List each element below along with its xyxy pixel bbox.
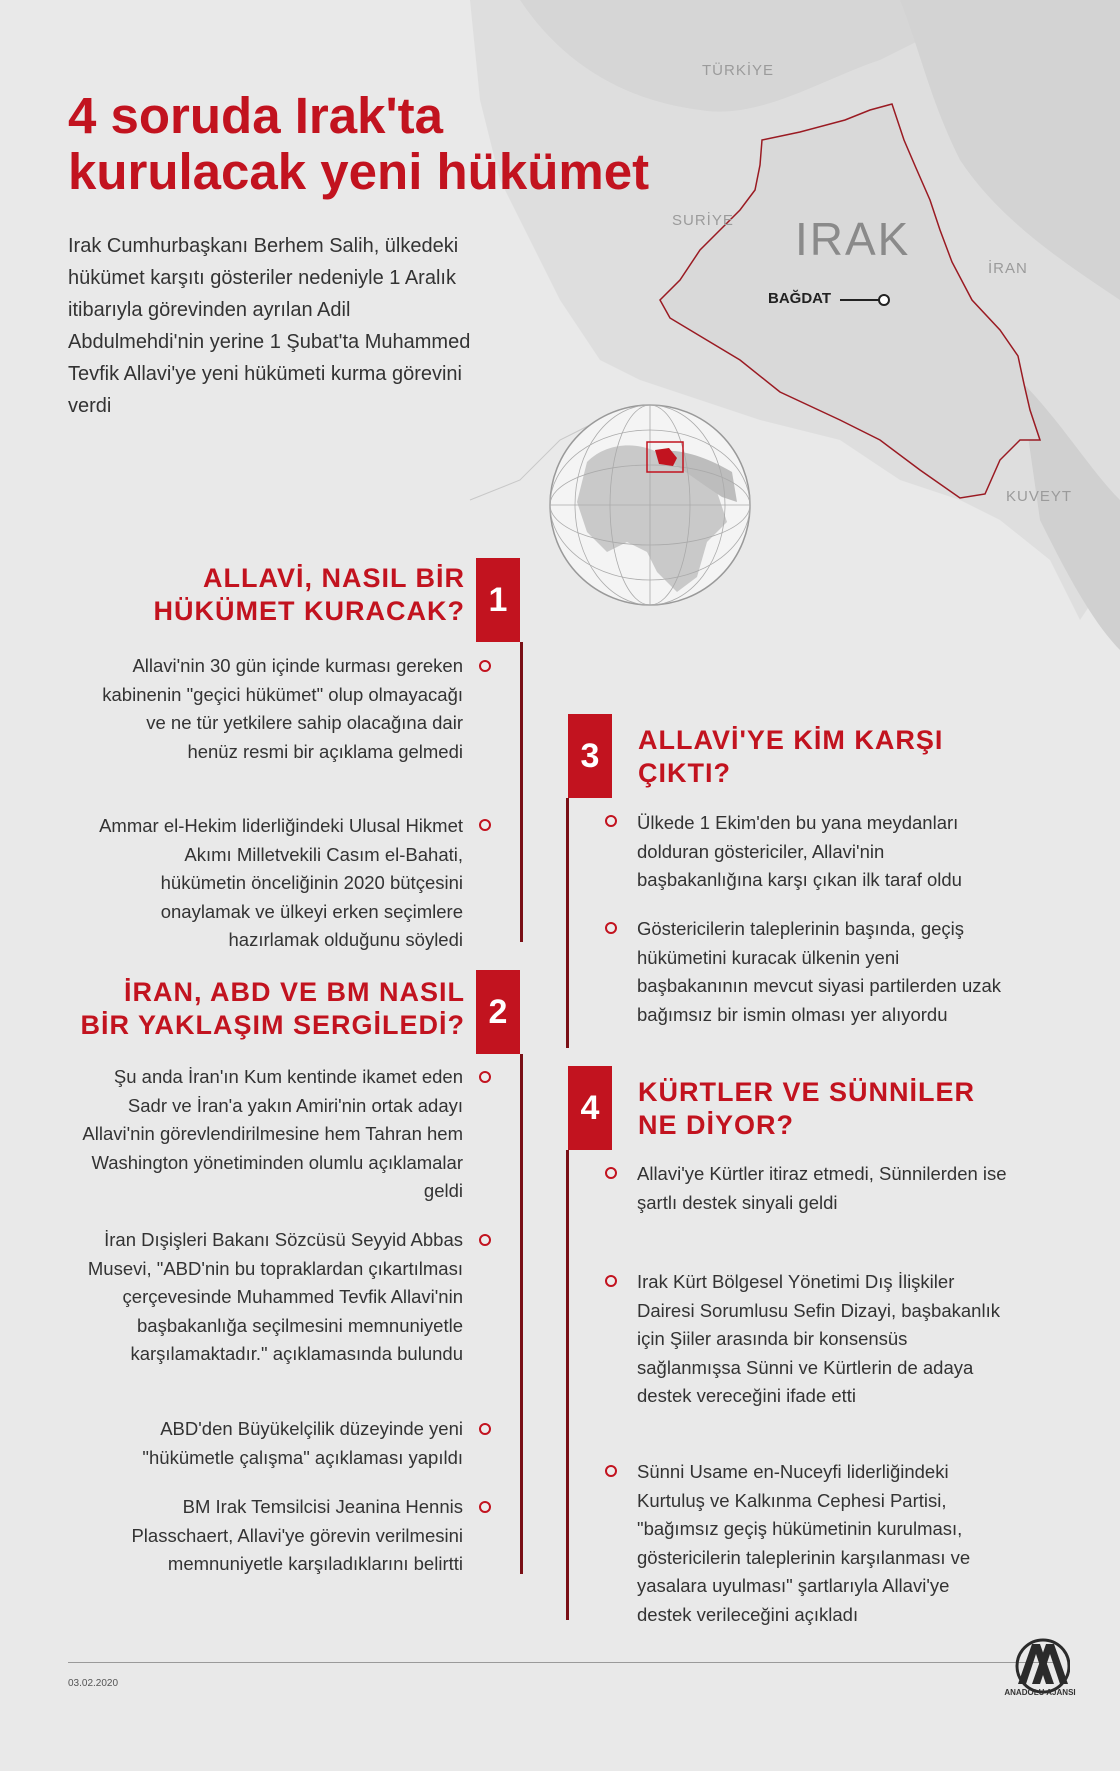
bullet-dot-icon	[479, 1071, 491, 1083]
bullet-dot-icon	[605, 1465, 617, 1477]
section-1-number: 1	[476, 558, 520, 642]
bullet-dot-icon	[605, 1275, 617, 1287]
bullet-dot-icon	[479, 1423, 491, 1435]
section-3-item: Ülkede 1 Ekim'den bu yana meydanları dolduran göstericiler, Allavi'nin başbakanlığına karşı çıkan ilk taraf oldu	[637, 812, 962, 890]
intro-text: Irak Cumhurbaşkanı Berhem Salih, ülkedeki hükümet karşıtı gösteriler nedeniyle 1 Aralık itibarıyla görevinden ayrılan Adil Abdulmehdi'nin yerine 1 Şubat'ta Muhammed Tevfik Allavi'ye yeni hükümeti kurma görevini verdi	[68, 235, 471, 417]
section-4-line	[566, 1150, 569, 1620]
bullet-dot-icon	[605, 1167, 617, 1179]
section-2-item: Şu anda İran'ın Kum kentinde ikamet eden Sadr ve İran'a yakın Amiri'nin ortak adayı Allavi'nin görevlendirilmesine hem Tahran hem Washington yönetiminden olumlu açıklamalar geldi	[82, 1066, 463, 1201]
anadolu-logo-icon	[1010, 1630, 1070, 1720]
footer-divider	[68, 1662, 1058, 1663]
section-4-item: Allavi'ye Kürtler itiraz etmedi, Sünnilerden ise şartlı destek sinyali geldi	[637, 1163, 1007, 1213]
section-4-item: Sünni Usame en-Nuceyfi liderliğindeki Kurtuluş ve Kalkınma Cephesi Partisi, "bağımsız geçiş hükümetinin kurulması, göstericilerin taleplerinin karşılanması ve yasalara uyulması" şartlarıyla Allavi'ye destek verileceğini açıkladı	[637, 1461, 971, 1625]
map-label-irak: IRAK	[795, 213, 911, 265]
section-2-heading: İRAN, ABD VE BM NASIL BİR YAKLAŞIM SERGİLEDİ?	[80, 977, 465, 1040]
bullet-dot-icon	[479, 1234, 491, 1246]
bullet-dot-icon	[479, 819, 491, 831]
section-4-number: 4	[568, 1066, 612, 1150]
section-1-line	[520, 642, 523, 942]
section-4-heading: KÜRTLER VE SÜNNİLER NE DİYOR?	[638, 1077, 976, 1140]
title-line-1: 4 soruda Irak'ta	[68, 87, 443, 144]
page-title	[68, 88, 768, 200]
map-label-suriye: SURİYE	[672, 212, 734, 229]
section-2-line	[520, 1054, 523, 1574]
map-label-iran: İRAN	[988, 260, 1028, 277]
footer-date: 03.02.2020	[68, 1678, 119, 1689]
section-1-item: Allavi'nin 30 gün içinde kurması gereken kabinenin "geçici hükümet" olup olmayacağı ve ne tür yetkilere sahip olacağına dair henüz resmi bir açıklama gelmedi	[102, 655, 463, 762]
map-label-kuveyt: KUVEYT	[1006, 488, 1073, 505]
city-pointer-line	[840, 299, 880, 301]
footer-logo-text: ANADOLU AJANSI	[1004, 1688, 1076, 1697]
section-2-item: ABD'den Büyükelçilik düzeyinde yeni "hükümetle çalışma" açıklaması yapıldı	[142, 1418, 463, 1468]
globe-icon	[547, 402, 753, 608]
map-label-turkiye: TÜRKİYE	[702, 62, 775, 79]
section-3-line	[566, 798, 569, 1048]
section-2-number: 2	[476, 970, 520, 1054]
section-1-item: Ammar el-Hekim liderliğindeki Ulusal Hikmet Akımı Milletvekili Casım el-Bahati, hükümetin önceliğinin 2020 bütçesini onaylamak ve ülkeyi erken seçimlere hazırlamak olduğunu söyledi	[99, 815, 463, 950]
section-2-item: BM Irak Temsilcisi Jeanina Hennis Plasschaert, Allavi'ye görevin verilmesini memnuniyetle karşıladıklarını belirtti	[131, 1496, 463, 1574]
section-3-item: Göstericilerin taleplerinin başında, geçiş hükümetini kuracak ülkenin yeni başbakanının mevcut siyasi partilerden uzak bağımsız bir ismin olması yer alıyordu	[637, 918, 1002, 1025]
bullet-dot-icon	[479, 660, 491, 672]
section-3-number: 3	[568, 714, 612, 798]
section-3-heading: ALLAVİ'YE KİM KARŞI ÇIKTI?	[638, 725, 944, 788]
map-city-bagdat: BAĞDAT	[768, 290, 832, 307]
city-marker-icon	[878, 294, 890, 306]
section-1-heading: ALLAVİ, NASIL BİR HÜKÜMET KURACAK?	[153, 563, 465, 626]
bullet-dot-icon	[605, 815, 617, 827]
bullet-dot-icon	[605, 922, 617, 934]
section-4-item: Irak Kürt Bölgesel Yönetimi Dış İlişkiler Dairesi Sorumlusu Sefin Dizayi, başbakanlık için Şiiler arasında bir konsensüs sağlanmışsa Sünni ve Kürtlerin de adaya destek vereceğini ifade etti	[637, 1271, 1000, 1406]
section-2-item: İran Dışişleri Bakanı Sözcüsü Seyyid Abbas Musevi, "ABD'nin bu topraklardan çıkartılması çerçevesinde Muhammed Tevfik Allavi'nin başbakanlığa seçilmesini memnuniyetle karşılamaktadır." açıklamasında bulundu	[87, 1229, 463, 1364]
bullet-dot-icon	[479, 1501, 491, 1513]
title-line-2: kurulacak yeni hükümet	[68, 143, 650, 200]
